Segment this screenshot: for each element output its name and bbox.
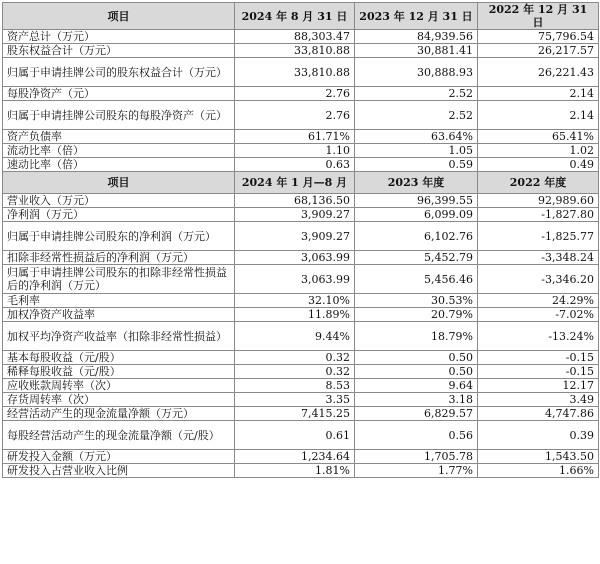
row-value: 0.63 (235, 158, 355, 172)
row-value: 1,234.64 (235, 450, 355, 464)
row-label: 归属于申请挂牌公司的股东权益合计（万元） (3, 58, 235, 87)
row-label: 基本每股收益（元/股） (3, 351, 235, 365)
row-value: 6,829.57 (355, 407, 478, 421)
section1-header-3: 2022 年 12 月 31 日 (478, 3, 599, 30)
table-row (3, 379, 599, 393)
row-label: 速动比率（倍） (3, 158, 235, 172)
row-value: 0.56 (355, 421, 478, 450)
section2-header-row (3, 172, 599, 194)
financial-indicators-table (2, 2, 599, 478)
table-row (3, 158, 599, 172)
row-value: 3.18 (355, 393, 478, 407)
row-value: 2.76 (235, 87, 355, 101)
row-value: 18.79% (355, 322, 478, 351)
row-value: 0.32 (235, 351, 355, 365)
row-value: 3,063.99 (235, 251, 355, 265)
table-row (3, 208, 599, 222)
row-value: 63.64% (355, 130, 478, 144)
row-label: 每股净资产（元） (3, 87, 235, 101)
row-value: 12.17 (478, 379, 599, 393)
row-label: 净利润（万元） (3, 208, 235, 222)
section2-header-2: 2023 年度 (355, 172, 478, 194)
row-value: 1.10 (235, 144, 355, 158)
row-value: 1,543.50 (478, 450, 599, 464)
row-value: 2.52 (355, 101, 478, 130)
row-label: 经营活动产生的现金流量净额（万元） (3, 407, 235, 421)
row-label: 股东权益合计（万元） (3, 44, 235, 58)
row-value: 0.49 (478, 158, 599, 172)
table-row (3, 421, 599, 450)
table-body (3, 3, 599, 478)
row-value: 0.50 (355, 365, 478, 379)
row-value: 30,888.93 (355, 58, 478, 87)
table-row (3, 222, 599, 251)
table-row (3, 58, 599, 87)
row-value: 1.81% (235, 464, 355, 478)
table-row (3, 450, 599, 464)
row-label: 归属于申请挂牌公司股东的净利润（万元） (3, 222, 235, 251)
row-value: -13.24% (478, 322, 599, 351)
table-row (3, 294, 599, 308)
row-value: 33,810.88 (235, 44, 355, 58)
table-row (3, 194, 599, 208)
table-row (3, 144, 599, 158)
row-value: 0.39 (478, 421, 599, 450)
row-label: 资产负债率 (3, 130, 235, 144)
row-value: 84,939.56 (355, 30, 478, 44)
row-value: 3.35 (235, 393, 355, 407)
table-row (3, 44, 599, 58)
row-label: 毛利率 (3, 294, 235, 308)
row-label: 应收账款周转率（次） (3, 379, 235, 393)
row-value: 1.02 (478, 144, 599, 158)
section1-header-row (3, 3, 599, 30)
row-value: -1,827.80 (478, 208, 599, 222)
row-value: 3,909.27 (235, 222, 355, 251)
table-row (3, 101, 599, 130)
row-label: 营业收入（万元） (3, 194, 235, 208)
row-value: 33,810.88 (235, 58, 355, 87)
row-value: 96,399.55 (355, 194, 478, 208)
table-row (3, 365, 599, 379)
row-label: 加权平均净资产收益率（扣除非经常性损益） (3, 322, 235, 351)
row-label: 加权净资产收益率 (3, 308, 235, 322)
row-label: 归属于申请挂牌公司股东的扣除非经常性损益后的净利润（万元） (3, 265, 235, 294)
row-value: 30.53% (355, 294, 478, 308)
row-label: 资产总计（万元） (3, 30, 235, 44)
row-value: 3,063.99 (235, 265, 355, 294)
row-value: 26,217.57 (478, 44, 599, 58)
row-value: 88,303.47 (235, 30, 355, 44)
row-value: -1,825.77 (478, 222, 599, 251)
row-value: 2.76 (235, 101, 355, 130)
row-value: 1.05 (355, 144, 478, 158)
section1-header-0: 项目 (3, 3, 235, 30)
table-row (3, 393, 599, 407)
row-value: 1.77% (355, 464, 478, 478)
row-value: 0.50 (355, 351, 478, 365)
row-label: 归属于申请挂牌公司股东的每股净资产（元） (3, 101, 235, 130)
row-value: 24.29% (478, 294, 599, 308)
row-value: 9.44% (235, 322, 355, 351)
row-label: 稀释每股收益（元/股） (3, 365, 235, 379)
section1-header-2: 2023 年 12 月 31 日 (355, 3, 478, 30)
row-label: 研发投入占营业收入比例 (3, 464, 235, 478)
section2-header-1: 2024 年 1 月—8 月 (235, 172, 355, 194)
row-value: 6,099.09 (355, 208, 478, 222)
row-value: -7.02% (478, 308, 599, 322)
table-row (3, 130, 599, 144)
row-value: -0.15 (478, 365, 599, 379)
table-row (3, 407, 599, 421)
row-value: 92,989.60 (478, 194, 599, 208)
table-row (3, 87, 599, 101)
row-label: 存货周转率（次） (3, 393, 235, 407)
row-label: 研发投入金额（万元） (3, 450, 235, 464)
table-row (3, 351, 599, 365)
row-value: 20.79% (355, 308, 478, 322)
row-value: 1,705.78 (355, 450, 478, 464)
row-label: 扣除非经常性损益后的净利润（万元） (3, 251, 235, 265)
table-row (3, 322, 599, 351)
row-value: 65.41% (478, 130, 599, 144)
row-value: 6,102.76 (355, 222, 478, 251)
row-value: 2.52 (355, 87, 478, 101)
section1-header-1: 2024 年 8 月 31 日 (235, 3, 355, 30)
row-value: 30,881.41 (355, 44, 478, 58)
row-value: 0.61 (235, 421, 355, 450)
row-label: 每股经营活动产生的现金流量净额（元/股） (3, 421, 235, 450)
row-value: 0.32 (235, 365, 355, 379)
row-value: 1.66% (478, 464, 599, 478)
row-value: 0.59 (355, 158, 478, 172)
row-value: 5,452.79 (355, 251, 478, 265)
table-row (3, 30, 599, 44)
table-row (3, 464, 599, 478)
row-value: 2.14 (478, 87, 599, 101)
section2-header-3: 2022 年度 (478, 172, 599, 194)
row-value: 11.89% (235, 308, 355, 322)
row-value: 75,796.54 (478, 30, 599, 44)
row-value: 5,456.46 (355, 265, 478, 294)
table-row (3, 251, 599, 265)
row-label: 流动比率（倍） (3, 144, 235, 158)
row-value: -0.15 (478, 351, 599, 365)
table-row (3, 308, 599, 322)
row-value: 2.14 (478, 101, 599, 130)
row-value: 3.49 (478, 393, 599, 407)
row-value: 68,136.50 (235, 194, 355, 208)
row-value: 8.53 (235, 379, 355, 393)
table-row (3, 265, 599, 294)
row-value: -3,346.20 (478, 265, 599, 294)
row-value: 32.10% (235, 294, 355, 308)
row-value: 7,415.25 (235, 407, 355, 421)
row-value: 26,221.43 (478, 58, 599, 87)
row-value: 61.71% (235, 130, 355, 144)
row-value: 4,747.86 (478, 407, 599, 421)
row-value: -3,348.24 (478, 251, 599, 265)
section2-header-0: 项目 (3, 172, 235, 194)
row-value: 9.64 (355, 379, 478, 393)
row-value: 3,909.27 (235, 208, 355, 222)
